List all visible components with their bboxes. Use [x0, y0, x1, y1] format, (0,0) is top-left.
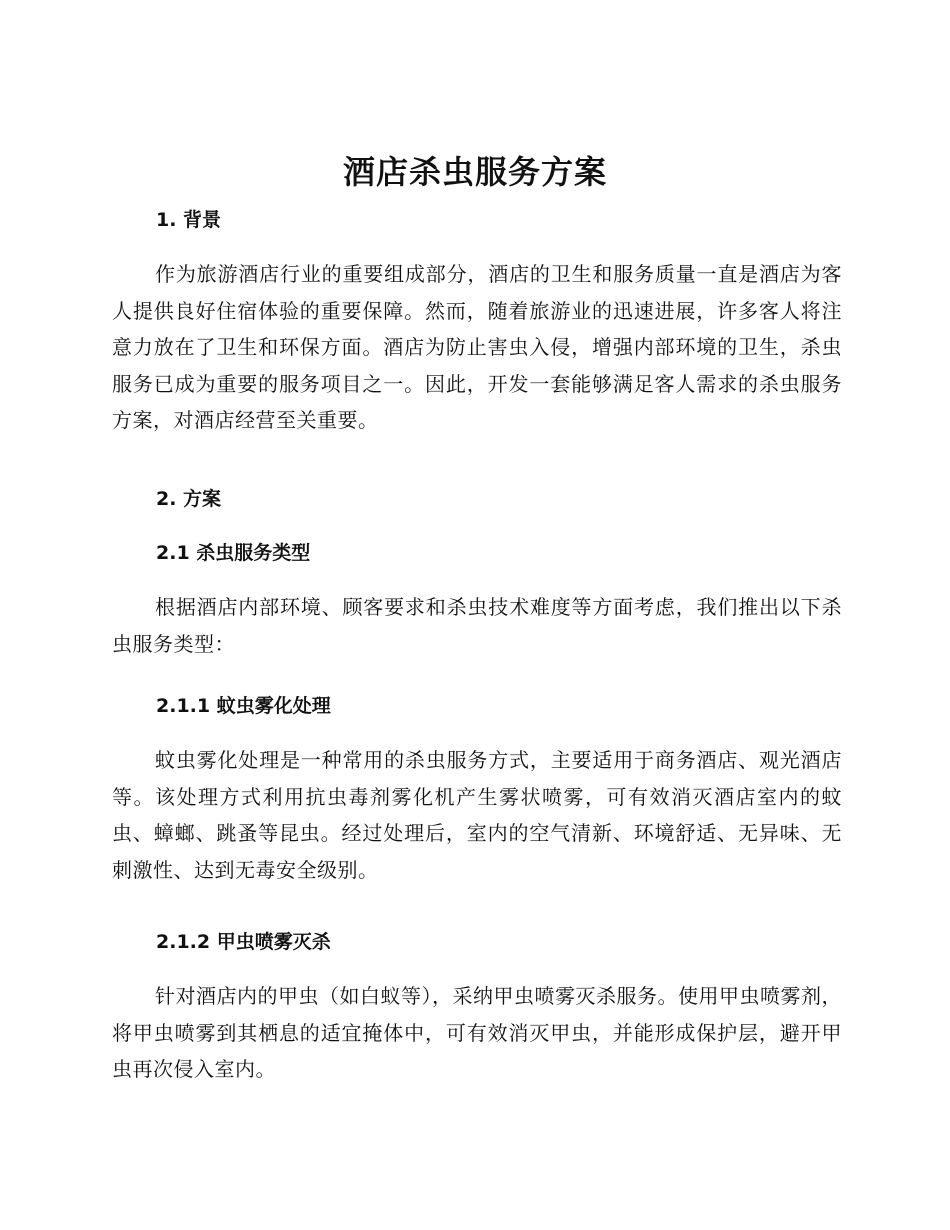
section-heading-beetle-spraying: 2.1.2 甲虫喷雾灭杀: [156, 931, 331, 953]
section-heading-plan: 2. 方案: [156, 488, 222, 510]
section-paragraph-beetle-spraying: 针对酒店内的甲虫（如白蚁等），采纳甲虫喷雾灭杀服务。使用甲虫喷雾剂，将甲虫喷雾到其栖息的适宜掩体中，可有效消灭甲虫，并能形成保护层，避开甲虫再次侵入室内。: [112, 984, 842, 1081]
section-paragraph-service-types: 根据酒店内部环境、顾客要求和杀虫技术难度等方面考虑，我们推出以下杀虫服务类型：: [112, 595, 842, 656]
document-title: 酒店杀虫服务方案: [342, 153, 607, 191]
section-heading-mosquito-fogging: 2.1.1 蚊虫雾化处理: [156, 695, 331, 717]
section-heading-background: 1. 背景: [156, 209, 222, 231]
section-heading-service-types: 2.1 杀虫服务类型: [156, 542, 311, 564]
section-paragraph-mosquito-fogging: 蚊虫雾化处理是一种常用的杀虫服务方式，主要适用于商务酒店、观光酒店等。该处理方式利用抗虫毒剂雾化机产生雾状喷雾，可有效消灭酒店室内的蚊虫、蟑螂、跳蚤等昆虫。经过处理后，室内的空气清新、环境舒适、无异味、无刺激性、达到无毒安全级别。: [112, 748, 842, 882]
section-paragraph-background: 作为旅游酒店行业的重要组成部分，酒店的卫生和服务质量一直是酒店为客人提供良好住宿体验的重要保障。然而，随着旅游业的迅速进展，许多客人将注意力放在了卫生和环保方面。酒店为防止害虫入侵，增强内部环境的卫生，杀虫服务已成为重要的服务项目之一。因此，开发一套能够满足客人需求的杀虫服务方案，对酒店经营至关重要。: [112, 262, 842, 432]
